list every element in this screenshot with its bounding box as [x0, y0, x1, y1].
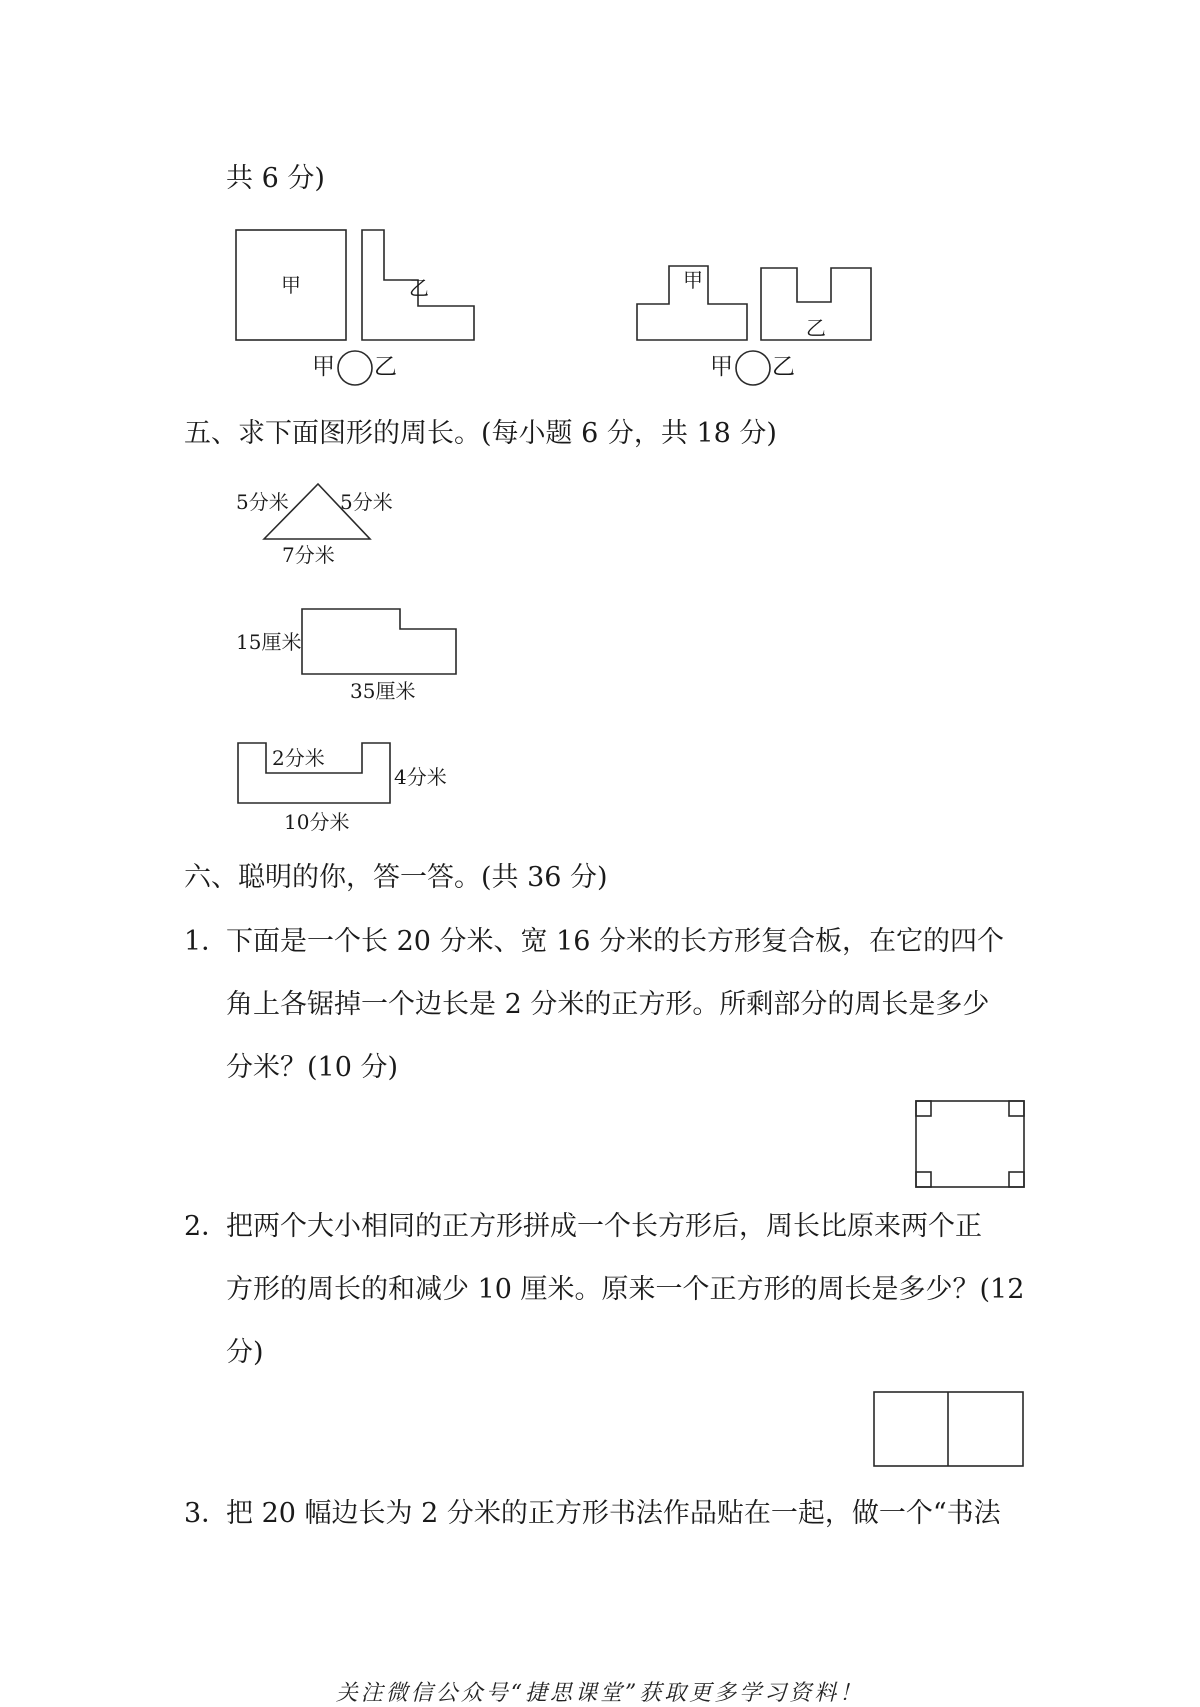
section6-heading: 六、聪明的你，答一答。(共 36 分) [184, 862, 608, 893]
triangle-left-label: 5分米 [236, 490, 289, 514]
u-height-label: 4分米 [394, 765, 447, 789]
label-jia-left: 甲 [281, 273, 301, 297]
u-notch-label: 2分米 [272, 746, 325, 770]
q2-number: 2． [184, 1211, 229, 1242]
relation-right-yi: 乙 [772, 354, 795, 380]
triangle-right-label: 5分米 [340, 490, 393, 514]
q1-number: 1． [184, 926, 229, 957]
section5-heading: 五、求下面图形的周长。(每小题 6 分，共 18 分) [184, 418, 777, 449]
q3-line-1: 把 20 幅边长为 2 分米的正方形书法作品贴在一起，做一个“书法 [226, 1498, 1001, 1529]
compare-circle-right[interactable] [734, 349, 774, 389]
label-jia-right: 甲 [683, 268, 703, 292]
step-height-label: 15厘米 [236, 630, 302, 654]
label-yi-right: 乙 [806, 316, 826, 340]
triangle-base-label: 7分米 [282, 543, 335, 567]
compare-circle-left[interactable] [336, 349, 376, 389]
q2-line-3: 分) [226, 1337, 264, 1368]
compare-figure-left [234, 228, 474, 343]
step-rectangle-figure [300, 607, 460, 677]
q1-line-3: 分米？(10 分) [226, 1052, 399, 1083]
question-continuation: 共 6 分) [226, 163, 325, 194]
step-width-label: 35厘米 [350, 679, 416, 703]
q2-two-squares-figure [872, 1390, 1026, 1468]
u-width-label: 10分米 [284, 810, 350, 834]
label-yi-left: 乙 [409, 276, 429, 300]
relation-left-jia: 甲 [312, 354, 335, 380]
q1-line-1: 下面是一个长 20 分米、宽 16 分米的长方形复合板，在它的四个 [226, 926, 1005, 957]
q2-line-2: 方形的周长的和减少 10 厘米。原来一个正方形的周长是多少？(12 [226, 1274, 1025, 1305]
compare-figure-right [635, 264, 875, 344]
q1-board-figure [914, 1099, 1027, 1190]
q3-number: 3． [184, 1498, 229, 1529]
relation-left-yi: 乙 [374, 354, 397, 380]
q2-line-1: 把两个大小相同的正方形拼成一个长方形后，周长比原来两个正 [226, 1211, 982, 1242]
footer-note: 关注微信公众号“捷思课堂”获取更多学习资料！ [335, 1681, 865, 1706]
relation-right-jia: 甲 [710, 354, 733, 380]
q1-line-2: 角上各锯掉一个边长是 2 分米的正方形。所剩部分的周长是多少 [226, 989, 990, 1020]
